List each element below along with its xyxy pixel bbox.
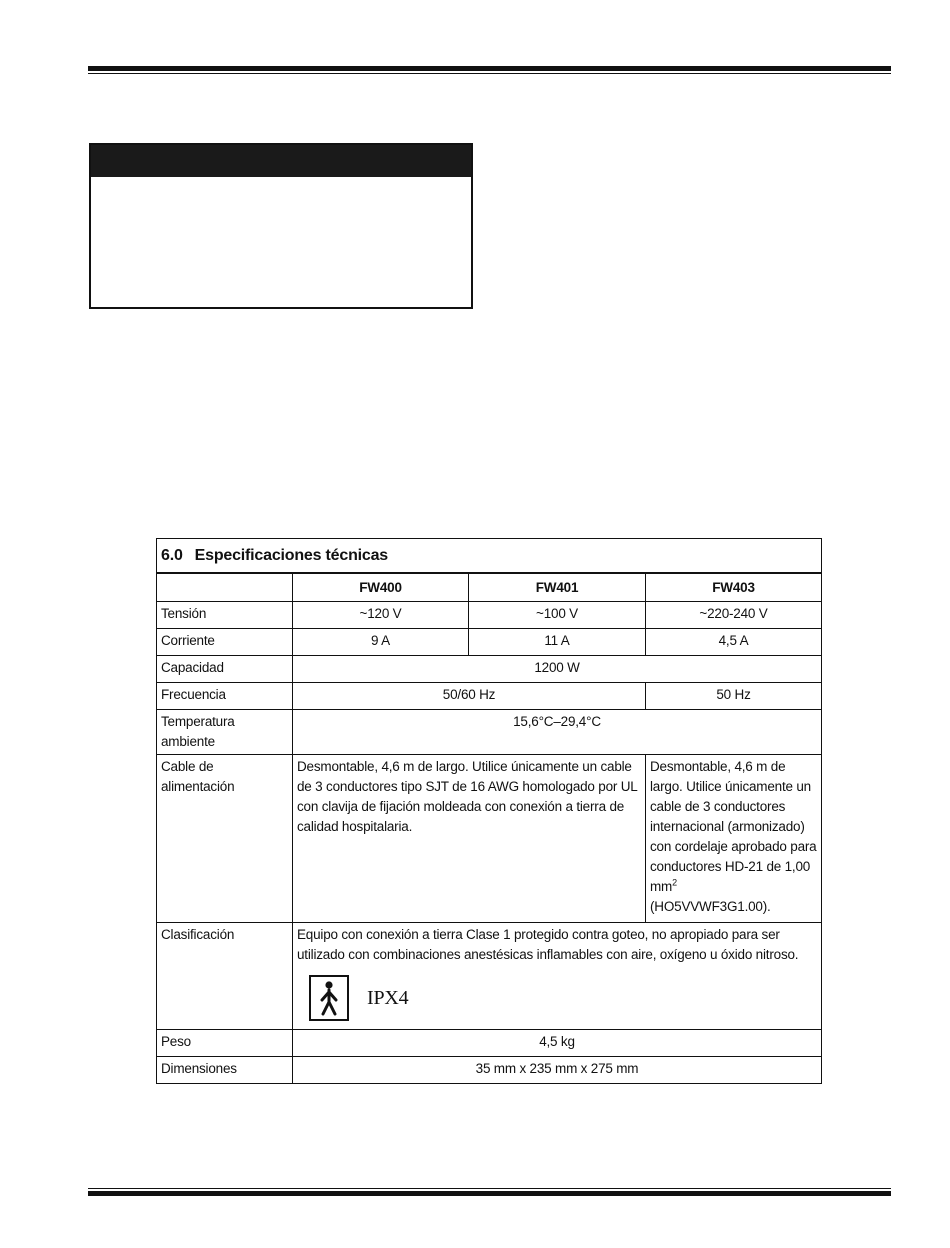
row-label-corriente: Corriente	[157, 629, 293, 656]
clasificacion-text: Equipo con conexión a tierra Clase 1 protegido contra goteo, no apropiado para ser utilizado con combinaciones anestésicas inflamables con aire, oxígeno u óxido nitroso.	[297, 927, 799, 962]
model-fw403: FW403	[646, 573, 822, 602]
frecuencia-fw400-fw401: 50/60 Hz	[293, 683, 646, 710]
corriente-fw403: 4,5 A	[646, 629, 822, 656]
header-empty-cell	[157, 573, 293, 602]
model-fw400: FW400	[293, 573, 469, 602]
notice-box	[89, 143, 473, 309]
temperatura-label-line1: Temperatura	[161, 714, 235, 729]
row-label-capacidad: Capacidad	[157, 656, 293, 683]
table-row	[157, 683, 822, 710]
cable-label-line2: alimentación	[161, 779, 235, 794]
specifications-table	[156, 538, 822, 1084]
type-bf-applied-part-icon	[309, 975, 349, 1021]
clasificacion-cell	[293, 923, 822, 1030]
table-row	[157, 656, 822, 683]
capacidad-value: 1200 W	[293, 656, 822, 683]
ip-rating-label: IPX4	[367, 987, 409, 1009]
cable-fw403-code: (HO5VVWF3G1.00).	[650, 899, 771, 914]
corriente-fw400: 9 A	[293, 629, 469, 656]
row-label-frecuencia: Frecuencia	[157, 683, 293, 710]
table-row	[157, 602, 822, 629]
table-title	[157, 539, 822, 574]
table-row	[157, 629, 822, 656]
table-row	[157, 1030, 822, 1057]
footer-rule	[88, 1188, 891, 1196]
temperatura-label-line2: ambiente	[161, 734, 215, 749]
superscript-two: 2	[672, 877, 677, 888]
dimensiones-value: 35 mm x 235 mm x 275 mm	[293, 1057, 822, 1084]
corriente-fw401: 11 A	[469, 629, 646, 656]
table-row	[157, 710, 822, 755]
table-row	[157, 755, 822, 923]
frecuencia-fw403: 50 Hz	[646, 683, 822, 710]
peso-value: 4,5 kg	[293, 1030, 822, 1057]
row-label-clasificacion: Clasificación	[157, 923, 293, 1030]
section-title: Especificaciones técnicas	[194, 546, 388, 564]
row-label-temperatura	[157, 710, 293, 755]
model-fw401: FW401	[469, 573, 646, 602]
header-rule	[88, 66, 891, 74]
ip-rating-block	[297, 975, 817, 1021]
notice-header-bar	[91, 145, 471, 177]
row-label-dimensiones: Dimensiones	[157, 1057, 293, 1084]
tension-fw401: ~100 V	[469, 602, 646, 629]
table-row	[157, 923, 822, 1030]
tension-fw400: ~120 V	[293, 602, 469, 629]
tension-fw403: ~220-240 V	[646, 602, 822, 629]
row-label-peso: Peso	[157, 1030, 293, 1057]
table-row	[157, 1057, 822, 1084]
cable-label-line1: Cable de	[161, 759, 214, 774]
temperatura-value: 15,6°C–29,4°C	[293, 710, 822, 755]
section-number: 6.0	[161, 546, 183, 564]
row-label-cable	[157, 755, 293, 923]
cable-fw403	[646, 755, 822, 923]
cable-fw400-fw401: Desmontable, 4,6 m de largo. Utilice únicamente un cable de 3 conductores tipo SJT de 16 AWG homologado por UL con clavija de fijación moldeada con conexión a tierra de calidad hospitalaria.	[293, 755, 646, 923]
cable-fw403-text: Desmontable, 4,6 m de largo. Utilice únicamente un cable de 3 conductores internacional (armonizado) con cordelaje aprobado para conductores HD-21 de 1,00 mm	[650, 759, 817, 894]
row-label-tension: Tensión	[157, 602, 293, 629]
